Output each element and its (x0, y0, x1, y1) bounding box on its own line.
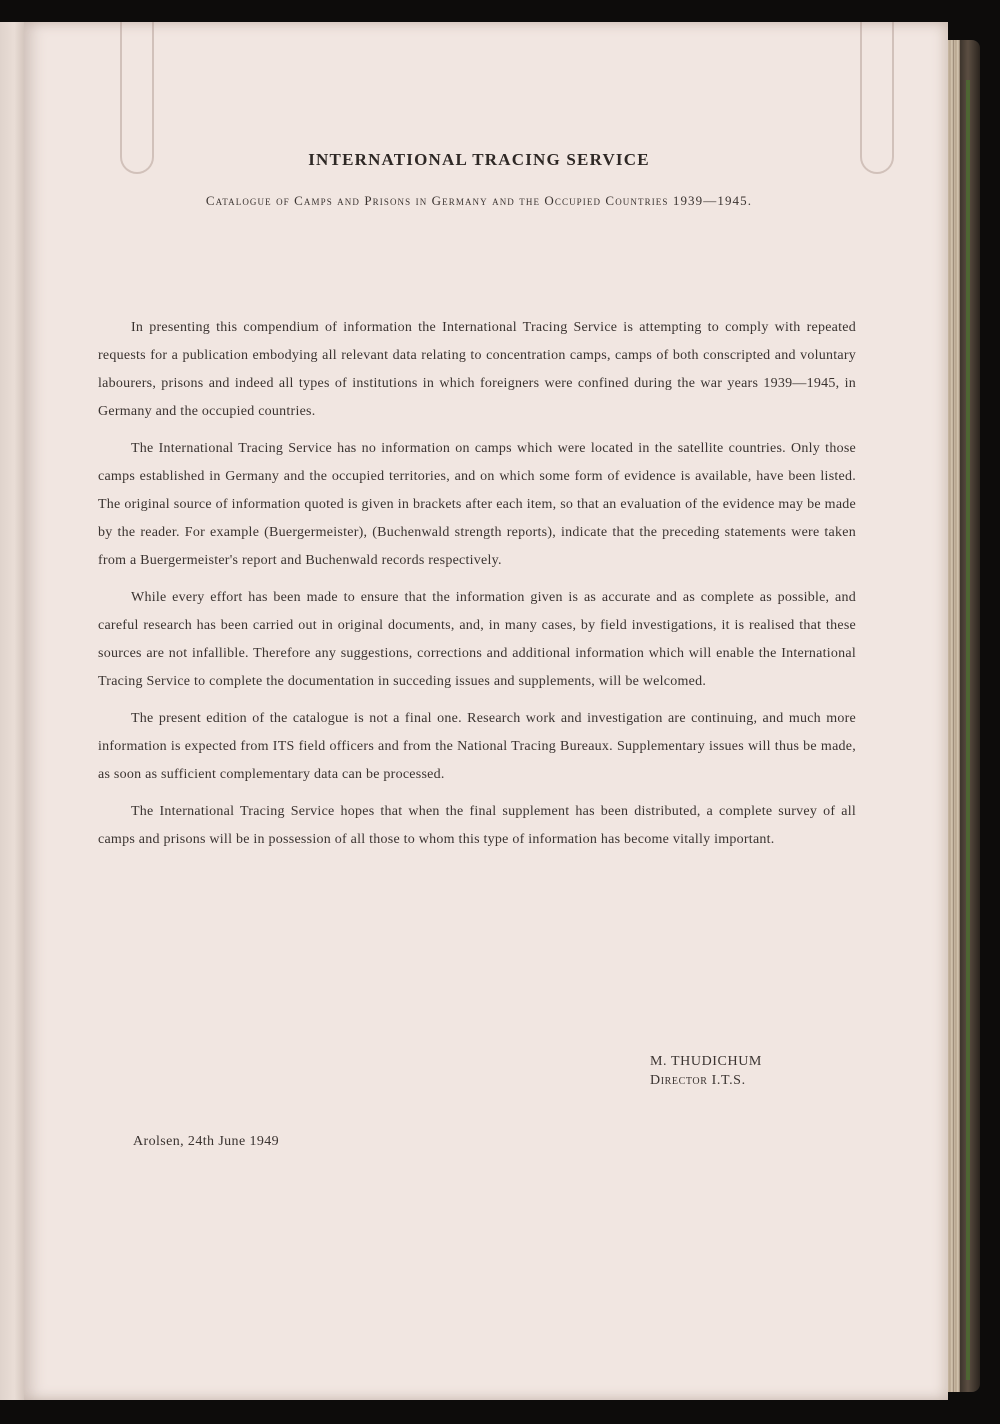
signature-block (650, 1052, 850, 1090)
paragraph: The International Tracing Service has no information on camps which were located in the satellite countries. Only those camps established in Germany and the occupied territories, and on which some form of evidence is available, have been listed. The original source of information quoted is given in brackets after each item, so that an evaluation of the evidence may be made by the reader. For example (Buergermeister), (Buchenwald strength reports), indicate that the preceding statements were taken from a Buergermeister's report and Buchenwald records respectively. (98, 441, 856, 568)
document-title: INTERNATIONAL TRACING SERVICE (308, 150, 650, 169)
signatory-name: M. THUDICHUM (650, 1054, 762, 1069)
paragraph: The International Tracing Service hopes that when the final supplement has been distributed, a complete survey of all camps and prisons will be in possession of all those to whom this type of information has become vitally important. (98, 804, 856, 847)
paragraph: In presenting this compendium of information the International Tracing Service is attempting to comply with repeated requests for a publication embodying all relevant data relating to concentration camps, camps of both conscripted and voluntary labourers, prisons and indeed all types of institutions in which foreigners were confined during the war years 1939—1945, in Germany and the occupied countries. (98, 320, 856, 419)
book-cover-edge (960, 40, 980, 1392)
document-subtitle: Catalogue of Camps and Prisons in Germany and the Occupied Countries 1939—1945. (205, 193, 753, 208)
facing-page-edge (0, 22, 24, 1400)
cover-green-edge (966, 80, 970, 1380)
paragraph: The present edition of the catalogue is not a final one. Research work and investigation are continuing, and much more information is expected from ITS field officers and from the National Tracing Bureaux. Supplementary issues will thus be made, as soon as sufficient complementary data can be processed. (98, 711, 856, 782)
place-and-date: Arolsen, 24th June 1949 (133, 1134, 280, 1149)
signatory-role: Director I.T.S. (650, 1073, 746, 1088)
body-text (98, 314, 856, 863)
paragraph: While every effort has been made to ensure that the information given is as accurate and as complete as possible, and careful research has been carried out in original documents, and, in many cases, by field investigations, it is realised that these sources are not infallible. Therefore any suggestions, corrections and additional information which will enable the International Tracing Service to complete the documentation in succeding issues and supplements, will be welcomed. (98, 590, 856, 689)
